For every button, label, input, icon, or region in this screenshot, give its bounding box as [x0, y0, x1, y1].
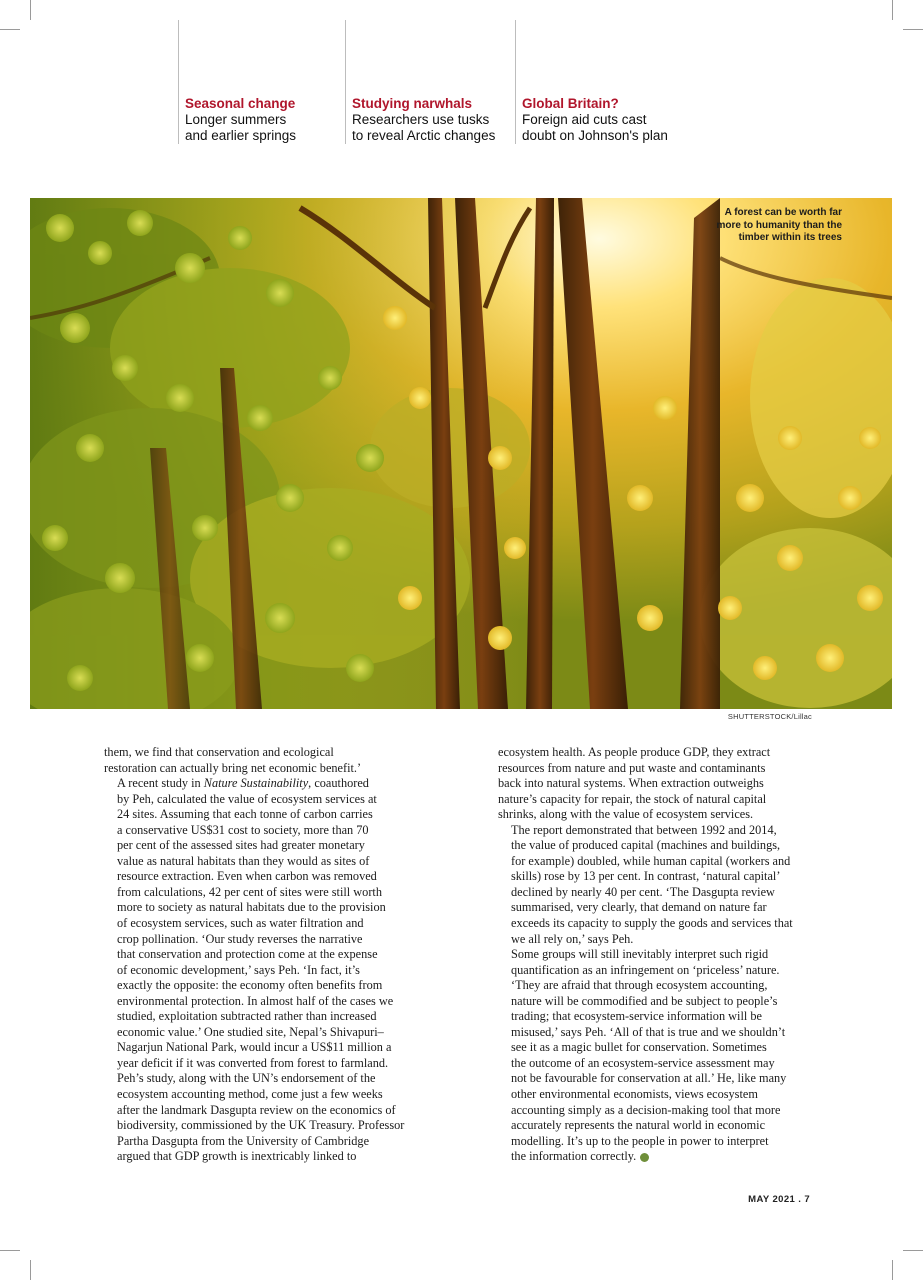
text-line: by Peh, calculated the value of ecosystem services at	[117, 791, 377, 806]
text-line: value as natural habitats than they would as sites of	[117, 853, 370, 868]
teaser-studying-narwhals[interactable]	[345, 20, 495, 144]
crop-mark	[903, 29, 923, 30]
text-line: skills) rose by 13 per cent. In contrast, ‘natural capital’	[511, 869, 781, 884]
article-paragraph	[498, 947, 814, 1165]
article-paragraph	[104, 776, 422, 1071]
text-line: from calculations, 42 per cent of sites were still worth	[117, 884, 382, 899]
text-line: environmental protection. In almost half of the cases we	[117, 993, 394, 1008]
text-line: Some groups will still inevitably interpret such rigid	[511, 947, 769, 962]
article-column-right	[498, 745, 814, 1165]
teaser-title: Global Britain?	[522, 96, 619, 111]
crop-mark	[892, 1260, 893, 1280]
text-line: accurately represents the natural world in economic	[511, 1118, 766, 1133]
text-line: exceeds its capacity to supply the goods and services that	[511, 916, 793, 931]
teaser-title: Studying narwhals	[352, 96, 473, 111]
text-line: studied, exploitation subtracted rather than increased	[117, 1009, 377, 1024]
text-line: back into natural systems. When extraction outweighs	[498, 776, 764, 791]
text-line: Partha Dasgupta from the University of Cambridge	[117, 1133, 370, 1148]
text-line: summarised, very clearly, that demand on nature far	[511, 900, 767, 915]
text-line: argued that GDP growth is inextricably linked to	[117, 1149, 357, 1164]
text-line: a conservative US$31 cost to society, more than 70	[117, 822, 369, 837]
text-line: declined by nearly 40 per cent. ‘The Dasgupta review	[511, 884, 775, 899]
text-line: crop pollination. ‘Our study reverses the narrative	[117, 931, 363, 946]
text-line: trading; that ecosystem-service information will be	[511, 1009, 762, 1024]
text-line: The report demonstrated that between 1992 and 2014,	[511, 822, 777, 837]
text-line: modelling. It’s up to the people in power to interpret	[511, 1133, 769, 1148]
article-paragraph	[104, 1071, 422, 1164]
text-line: we all rely on,’ says Peh.	[511, 931, 634, 946]
text-line: shrinks, along with the value of ecosystem services.	[498, 807, 754, 822]
article-paragraph	[498, 745, 814, 823]
text-line: see it as a magic bullet for conservation. Sometimes	[511, 1040, 767, 1055]
crop-mark	[30, 1260, 31, 1280]
text-line: more to society as natural habitats due to the provision	[117, 900, 386, 915]
text-line: 24 sites. Assuming that each tonne of carbon carries	[117, 807, 373, 822]
text-line: quantification as an infringement on ‘priceless’ nature.	[511, 962, 780, 977]
crop-mark	[0, 29, 20, 30]
teaser-line: Foreign aid cuts cast	[522, 112, 647, 127]
teaser-global-britain[interactable]	[515, 20, 668, 144]
text-line: resources from nature and put waste and contaminants	[498, 760, 766, 775]
end-mark-icon	[640, 1153, 649, 1162]
teaser-seasonal-change[interactable]	[178, 20, 296, 144]
text-line: nature will be commodified and be subject to people’s	[511, 993, 778, 1008]
text-line: Peh’s study, along with the UN’s endorsement of the	[117, 1071, 376, 1086]
text-line: not be favourable for conservation at all.’ He, like many	[511, 1071, 787, 1086]
text-line: the value of produced capital (machines and buildings,	[511, 838, 781, 853]
text-line: the outcome of an ecosystem-service assessment may	[511, 1055, 775, 1070]
crop-mark	[0, 1250, 20, 1251]
text-line: for example) doubled, while human capital (workers and	[511, 853, 791, 868]
text-line: biodiversity, commissioned by the UK Treasury. Professor	[117, 1118, 405, 1133]
text-line: nature’s capacity for repair, the stock of natural capital	[498, 791, 767, 806]
text-line: year deficit if it was converted from forest to farmland.	[117, 1055, 389, 1070]
forest-photo	[30, 198, 892, 709]
caption-line: more to humanity than the	[716, 219, 842, 231]
crop-mark	[892, 0, 893, 20]
text-line: ecosystem accounting method, come just a few weeks	[117, 1087, 383, 1102]
photo-credit: SHUTTERSTOCK/Lillac	[727, 712, 812, 721]
text-line: that conservation and protection come at the expense	[117, 947, 378, 962]
text-line: economic value.’ One studied site, Nepal’s Shivapuri–	[117, 1024, 384, 1039]
teaser-title: Seasonal change	[185, 96, 296, 111]
photo-caption	[682, 207, 842, 245]
crop-mark	[30, 0, 31, 20]
teaser-line: Longer summers	[185, 112, 287, 127]
text-line: ‘They are afraid that through ecosystem accounting,	[511, 978, 768, 993]
caption-line: A forest can be worth far	[724, 207, 842, 218]
teaser-line: and earlier springs	[185, 128, 297, 143]
text-line: the information correctly.	[498, 1149, 814, 1165]
text-line: them, we find that conservation and ecological	[104, 745, 334, 759]
crop-mark	[903, 1250, 923, 1251]
text-line: resource extraction. Even when carbon was removed	[117, 869, 377, 884]
text-line: other environmental economists, views ecosystem	[511, 1087, 758, 1102]
text-line: Nagarjun National Park, would incur a US$11 million a	[117, 1040, 392, 1055]
article-column-left	[104, 745, 422, 1165]
text-line: restoration can actually bring net economic benefit.’	[104, 760, 362, 775]
text-line: of ecosystem services, such as water filtration and	[117, 916, 364, 931]
teaser-line: to reveal Arctic changes	[352, 128, 496, 143]
text-line: ecosystem health. As people produce GDP, they extract	[498, 745, 771, 759]
article-paragraph	[498, 823, 814, 947]
teaser-line: Researchers use tusks	[352, 112, 490, 127]
text-line: per cent of the assessed sites had greater monetary	[117, 838, 365, 853]
text-line: exactly the opposite: the economy often benefits from	[117, 978, 383, 993]
text-line: of economic development,’ says Peh. ‘In fact, it’s	[117, 962, 360, 977]
journal-name: Nature Sustainability	[203, 776, 309, 791]
text-line: after the landmark Dasgupta review on the economics of	[117, 1102, 396, 1117]
caption-line: timber within its trees	[738, 232, 842, 243]
text-line: misused,’ says Peh. ‘All of that is true and we shouldn’t	[511, 1024, 786, 1039]
text-line: accounting simply as a decision-making tool that more	[511, 1102, 781, 1117]
article-paragraph	[104, 745, 422, 776]
page-folio: MAY 2021 . 7	[748, 1194, 810, 1205]
text-line: A recent study in Nature Sustainability, coauthored	[117, 776, 369, 791]
teaser-line: doubt on Johnson's plan	[522, 128, 668, 143]
